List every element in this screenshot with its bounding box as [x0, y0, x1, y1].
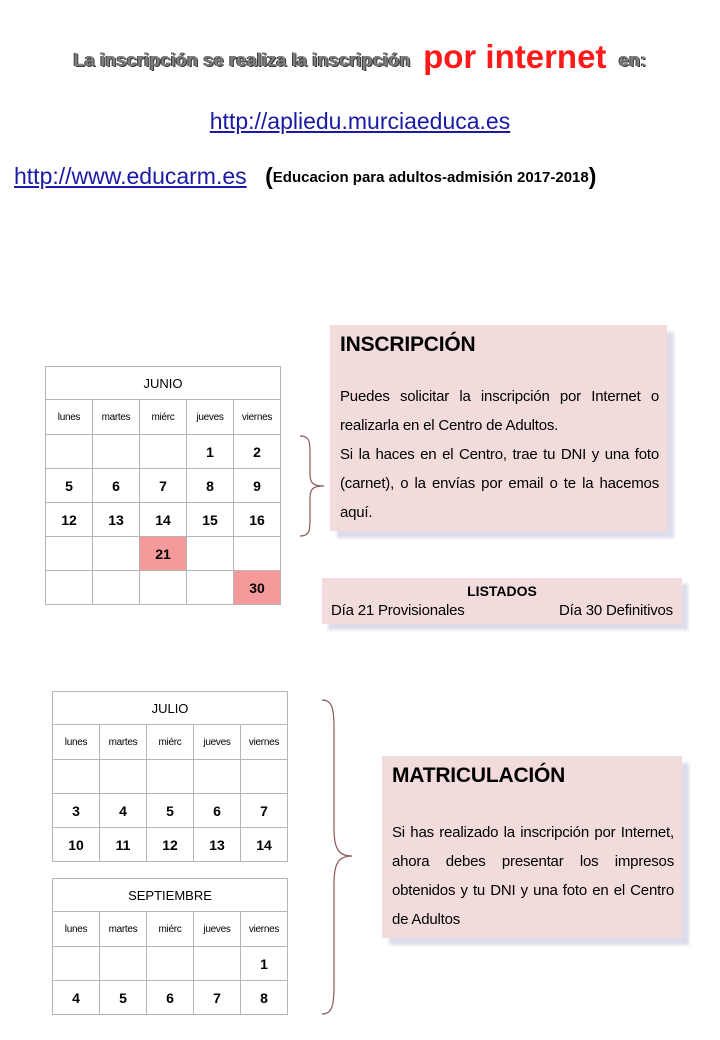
calendar-julio — [52, 691, 288, 862]
day-cell: 8 — [241, 981, 288, 1015]
listados-box — [322, 578, 682, 624]
day-cell — [187, 571, 234, 605]
educarm-note: Educacion para adultos-admisión 2017-2018 — [272, 169, 589, 186]
weekday-header: martes — [100, 912, 147, 947]
day-cell: 1 — [241, 947, 288, 981]
day-cell: 7 — [140, 469, 187, 503]
day-cell: 1 — [187, 435, 234, 469]
listados-provisionales: Día 21 Provisionales — [331, 602, 465, 619]
inscripcion-body — [340, 382, 659, 527]
day-cell: 3 — [53, 794, 100, 828]
day-cell — [140, 435, 187, 469]
day-cell — [46, 571, 93, 605]
day-cell: 6 — [93, 469, 140, 503]
day-cell — [194, 947, 241, 981]
matriculacion-box — [382, 756, 682, 938]
day-cell — [46, 435, 93, 469]
day-cell: 7 — [194, 981, 241, 1015]
weekday-header: lunes — [46, 400, 93, 435]
day-cell — [93, 435, 140, 469]
weekday-header: viernes — [234, 400, 281, 435]
day-cell: 2 — [234, 435, 281, 469]
day-cell: 5 — [100, 981, 147, 1015]
weekday-header: miérc — [147, 912, 194, 947]
day-cell: 5 — [147, 794, 194, 828]
listados-title: LISTADOS — [467, 583, 537, 599]
day-cell — [147, 947, 194, 981]
day-cell — [241, 760, 288, 794]
day-cell — [100, 947, 147, 981]
day-cell: 14 — [241, 828, 288, 862]
header-line — [0, 38, 720, 76]
day-cell: 16 — [234, 503, 281, 537]
paren-close: ) — [588, 163, 597, 189]
educarm-link[interactable]: http://www.educarm.es — [14, 163, 247, 189]
day-cell: 12 — [147, 828, 194, 862]
inscripcion-box — [330, 325, 667, 531]
weekday-header: miérc — [140, 400, 187, 435]
day-cell: 9 — [234, 469, 281, 503]
day-cell: 6 — [194, 794, 241, 828]
header-highlight: por internet — [423, 38, 607, 75]
weekday-header: jueves — [194, 912, 241, 947]
day-cell: 11 — [100, 828, 147, 862]
matriculacion-title: MATRICULACIÓN — [392, 764, 566, 787]
day-cell — [147, 760, 194, 794]
weekday-header: martes — [93, 400, 140, 435]
day-cell — [234, 537, 281, 571]
paren-open: ( — [265, 163, 273, 189]
day-cell: 14 — [140, 503, 187, 537]
day-cell: 15 — [187, 503, 234, 537]
brace-matriculacion — [318, 698, 358, 1016]
inscripcion-paragraph-2: Si la haces en el Centro, trae tu DNI y una foto (carnet), o la envías por email o te la hacemos aquí. — [340, 446, 659, 521]
day-cell: 8 — [187, 469, 234, 503]
day-cell: 5 — [46, 469, 93, 503]
weekday-header: jueves — [187, 400, 234, 435]
day-cell — [187, 537, 234, 571]
weekday-header: lunes — [53, 912, 100, 947]
day-cell — [93, 571, 140, 605]
weekday-header: viernes — [241, 912, 288, 947]
day-cell — [100, 760, 147, 794]
calendar-title: JULIO — [53, 692, 288, 725]
day-cell: 13 — [194, 828, 241, 862]
listados-definitivos: Día 30 Definitivos — [559, 602, 673, 619]
day-cell — [53, 947, 100, 981]
link-educarm-row — [14, 163, 596, 190]
apliedu-link[interactable]: http://apliedu.murciaeduca.es — [209, 108, 511, 134]
header-intro: La inscripción se realiza la inscripción — [73, 50, 411, 70]
day-cell: 10 — [53, 828, 100, 862]
inscripcion-paragraph-1: Puedes solicitar la inscripción por Internet o realizarla en el Centro de Adultos. — [340, 388, 659, 434]
day-cell — [194, 760, 241, 794]
calendar-title: JUNIO — [46, 367, 281, 400]
header-after: en: — [618, 50, 647, 70]
weekday-header: lunes — [53, 725, 100, 760]
day-cell: 6 — [147, 981, 194, 1015]
link-apliedu-row — [0, 108, 720, 135]
day-cell — [46, 537, 93, 571]
day-cell — [140, 571, 187, 605]
day-cell: 13 — [93, 503, 140, 537]
day-cell: 12 — [46, 503, 93, 537]
day-cell — [53, 760, 100, 794]
weekday-header: miérc — [147, 725, 194, 760]
day-cell-highlighted: 21 — [140, 537, 187, 571]
calendar-septiembre — [52, 878, 288, 1015]
day-cell: 4 — [53, 981, 100, 1015]
inscripcion-title: INSCRIPCIÓN — [340, 333, 476, 356]
weekday-header: viernes — [241, 725, 288, 760]
weekday-header: martes — [100, 725, 147, 760]
day-cell-highlighted: 30 — [234, 571, 281, 605]
calendar-title: SEPTIEMBRE — [53, 879, 288, 912]
day-cell: 7 — [241, 794, 288, 828]
day-cell: 4 — [100, 794, 147, 828]
matriculacion-body: Si has realizado la inscripción por Internet, ahora debes presentar los impresos obtenidos y tu DNI y una foto en el Centro de Adultos — [392, 824, 674, 928]
calendar-junio — [45, 366, 281, 605]
weekday-header: jueves — [194, 725, 241, 760]
day-cell — [93, 537, 140, 571]
